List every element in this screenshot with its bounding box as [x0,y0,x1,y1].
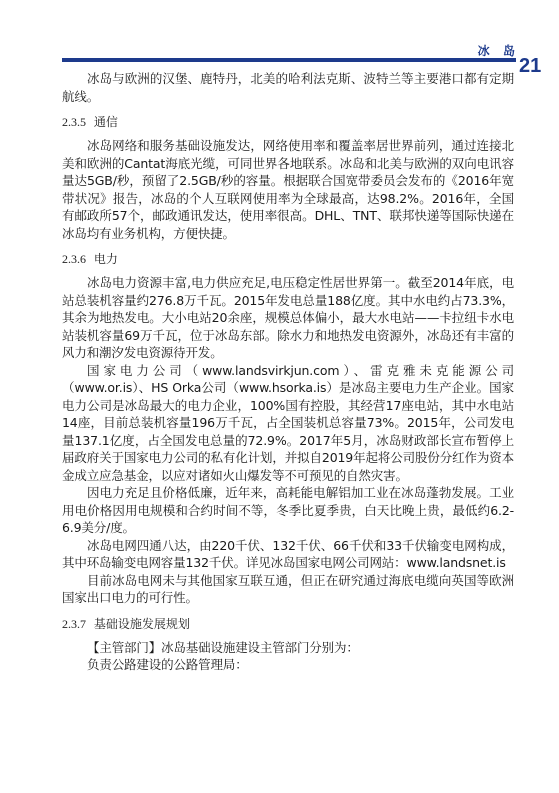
intro-paragraph: 冰岛与欧洲的汉堡、鹿特丹，北美的哈利法克斯、波特兰等主要港口都有定期航线。 [62,71,514,104]
section-heading-electricity [62,250,514,268]
section-number: 2.3.7 [62,616,86,631]
electricity-paragraph-2: 国家电力公司（www.landsvirkjun.com）、雷克雅未克能源公司（www.or.is）、HS Orka公司（www.hsorka.is）是冰岛主要电力生产企业。国家电力公司是冰岛最大的电力企业，100%国有控股，其经营17座电站，其中水电站14座，目前总装机容量196万千瓦，占全国装机总容量73%。2015年，公司发电量137.1亿度，占全国发电总量的72.9%。2017年5月，冰岛财政部长宣布暂停上届政府关于国家电力公司的私有化计划，并拟自2019年起将公司股份分红作为资本金成立应急基金，以应对诸如火山爆发等不可预见的自然灾害。 [62,362,514,483]
electricity-paragraph-3: 因电力充足且价格低廉，近年来，高耗能电解铝加工业在冰岛蓬勃发展。工业用电价格因用电规模和合约时间不等，冬季比夏季贵，白天比晚上贵，最低约6.2-6.9美分/度。 [62,485,514,535]
section-title: 通信 [93,115,118,129]
section-number: 2.3.6 [62,252,86,266]
infrastructure-paragraph-2: 负责公路建设的公路管理局： [87,657,248,672]
electricity-paragraph-5: 目前冰岛电网未与其他国家互联互通，但正在研究通过海底电缆向英国等欧洲国家出口电力的可行性。 [62,572,514,605]
page-content [62,70,514,674]
header-label: 冰 岛 [477,44,520,58]
communications-paragraph: 冰岛网络和服务基础设施发达，网络使用率和覆盖率居世界前列，通过连接北美和欧洲的Cantat海底光缆，可同世界各地联系。冰岛和北美与欧洲的双向电讯容量达5GB/秒，预留了2.5GB/秒的容量。根据联合国宽带委员会发布的《2016年宽带状况》报告，冰岛的个人互联网使用率为全球最高，达98.2%。2016年，全国有邮政所57个，邮政通讯发达，使用率很高。DHL、TNT、联邦快递等国际快递在冰岛均有业务机构，方便快捷。 [62,138,514,241]
header-rule [62,58,516,62]
section-heading-communications [62,113,514,131]
section-number: 2.3.5 [62,115,86,129]
section-title: 基础设施发展规划 [93,616,190,631]
electricity-paragraph-1: 冰岛电力资源丰富,电力供应充足,电压稳定性居世界第一。截至2014年底，电站总装机容量约276.8万千瓦。2015年发电总量188亿度。其中水电约占73.3%，其余为地热发电。大小电站20余座，规模总体偏小，最大水电站——卡拉纽卡水电站装机容量69万千瓦，位于冰岛东部。除水力和地热发电资源外，冰岛还有丰富的风力和潮汐发电资源待开发。 [62,275,514,360]
infrastructure-paragraph-1: 【主管部门】冰岛基础设施建设主管部门分别为： [87,639,359,655]
section-heading-infrastructure-plan [62,615,514,633]
electricity-paragraph-4: 冰岛电网四通八达，由220千伏、132千伏、66千伏和33千伏输变电网构成，其中环岛输变电网容量132千伏。详见冰岛国家电网公司网站：www.landsnet.is [62,537,514,570]
section-title: 电力 [93,252,118,266]
page-number: 21 [519,55,542,77]
